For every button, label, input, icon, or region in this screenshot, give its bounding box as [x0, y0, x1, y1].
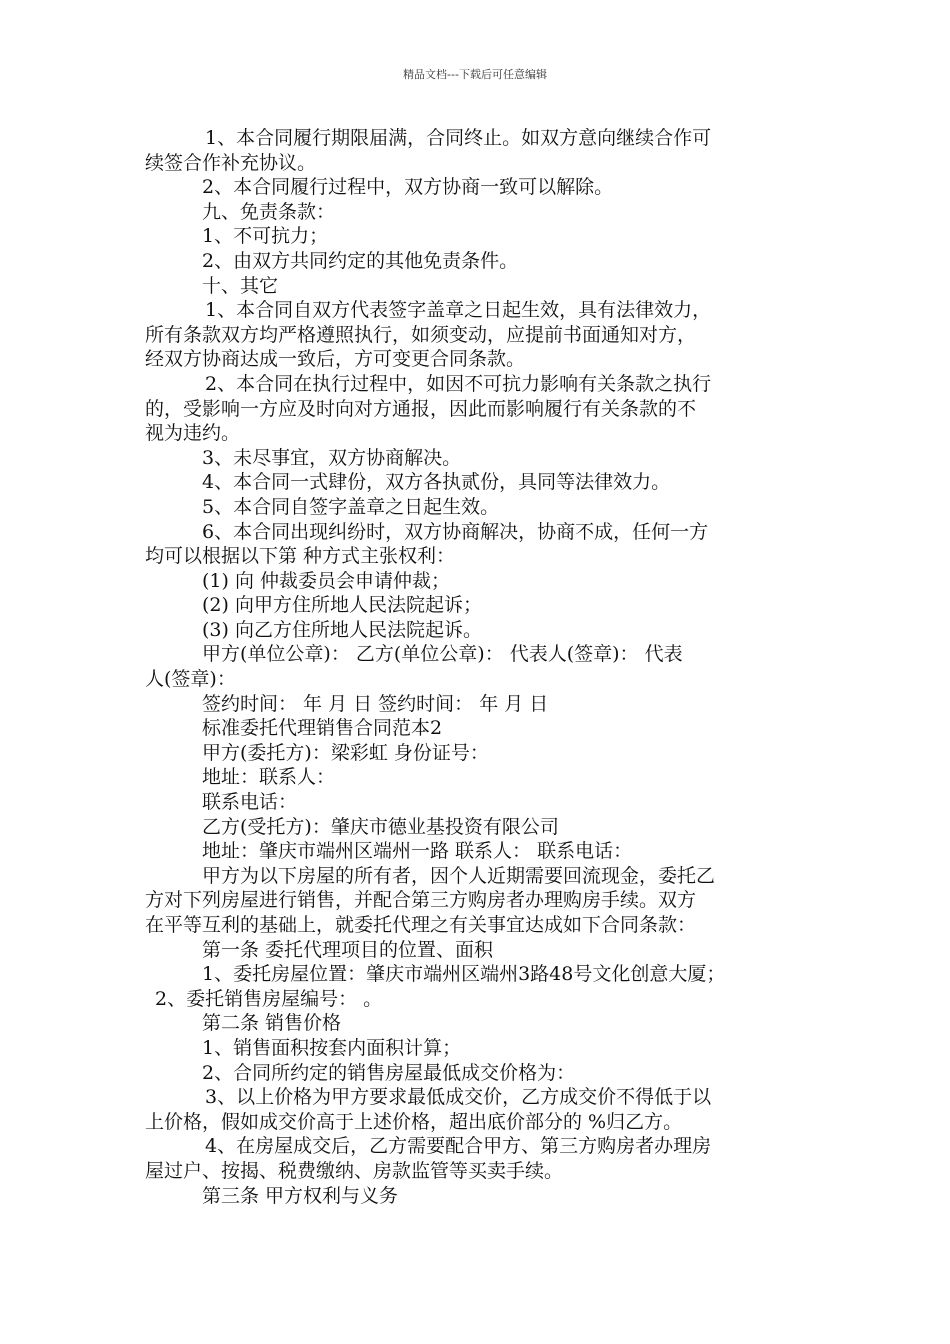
section-heading: 九、免责条款：: [202, 200, 336, 223]
text-line: 2、本合同履行过程中，双方协商一致可以解除。: [202, 176, 614, 199]
text-line: 经双方协商达成一致后，方可变更合同条款。: [145, 348, 526, 371]
date-line: 签约时间： 年 月 日 签约时间： 年 月 日: [202, 692, 549, 715]
text-line: 2、本合同在执行过程中，如因不可抗力影响有关条款之执行: [205, 372, 712, 395]
text-line: 续签合作补充协议。: [145, 151, 317, 174]
signature-line: 人(签章)：: [145, 668, 236, 691]
text-line: 6、本合同出现纠纷时，双方协商解决，协商不成，任何一方: [202, 520, 709, 543]
section-heading: 第三条 甲方权利与义务: [202, 1184, 399, 1207]
text-line: 的，受影响一方应及时向对方通报，因此而影响履行有关条款的不: [145, 397, 697, 420]
text-line: 1、本合同履行期限届满，合同终止。如双方意向继续合作可: [205, 127, 712, 149]
text-line: 甲方(委托方)：梁彩虹 身份证号：: [202, 741, 489, 764]
page-header: 精品文档---下载后可任意编辑: [403, 68, 547, 81]
section-heading: 第二条 销售价格: [202, 1012, 342, 1035]
text-line: 1、不可抗力；: [202, 225, 329, 248]
text-line: 1、本合同自双方代表签字盖章之日起生效，具有法律效力，: [205, 299, 712, 322]
text-line: 所有条款双方均严格遵照执行，如须变动，应提前书面通知对方，: [145, 323, 697, 346]
text-line: 上价格，假如成交价高于上述价格，超出底价部分的 %归乙方。: [145, 1110, 683, 1133]
document-title: 标准委托代理销售合同范本2: [202, 717, 443, 740]
document-body: [145, 126, 815, 1208]
text-line: 2、合同所约定的销售房屋最低成交价格为：: [202, 1061, 576, 1084]
text-line: 5、本合同自签字盖章之日起生效。: [202, 495, 500, 518]
text-line: 2、委托销售房屋编号： 。: [155, 987, 383, 1010]
section-heading: 十、其它: [202, 274, 279, 297]
text-line: 乙方(受托方)：肇庆市德业基投资有限公司: [202, 815, 559, 838]
section-heading: 第一条 委托代理项目的位置、面积: [202, 938, 494, 961]
text-line: 2、由双方共同约定的其他免责条件。: [202, 249, 519, 272]
text-line: 方对下列房屋进行销售，并配合第三方购房者办理购房手续。双方: [145, 889, 697, 912]
text-line: 均可以根据以下第 种方式主张权利：: [145, 545, 456, 568]
text-line: 1、销售面积按套内面积计算；: [202, 1036, 462, 1059]
text-line: (3) 向乙方住所地人民法院起诉。: [202, 618, 482, 641]
text-line: (2) 向甲方住所地人民法院起诉；: [202, 594, 482, 617]
signature-line: 甲方(单位公章)： 乙方(单位公章)： 代表人(签章)： 代表: [202, 643, 683, 666]
text-line: 在平等互利的基础上，就委托代理之有关事宜达成如下合同条款：: [145, 914, 697, 936]
text-line: 4、本合同一式肆份，双方各执贰份，具同等法律效力。: [202, 471, 671, 494]
text-line: 1、委托房屋位置：肇庆市端州区端州3路48号文化创意大厦；: [202, 963, 726, 986]
text-line: 4、在房屋成交后，乙方需要配合甲方、第三方购房者办理房: [205, 1135, 712, 1158]
text-line: 联系电话：: [202, 791, 298, 814]
text-line: 屋过户、按揭、税费缴纳、房款监管等买卖手续。: [145, 1159, 564, 1182]
text-line: (1) 向 仲裁委员会申请仲裁；: [202, 569, 450, 592]
text-line: 3、以上价格为甲方要求最低成交价，乙方成交价不得低于以: [205, 1086, 712, 1109]
text-line: 地址：肇庆市端州区端州一路 联系人： 联系电话：: [202, 840, 633, 863]
text-line: 地址：联系人：: [202, 766, 336, 789]
text-line: 甲方为以下房屋的所有者，因个人近期需要回流现金，委托乙: [202, 864, 716, 887]
text-line: 3、未尽事宜，双方协商解决。: [202, 446, 462, 469]
text-line: 视为违约。: [145, 422, 241, 445]
